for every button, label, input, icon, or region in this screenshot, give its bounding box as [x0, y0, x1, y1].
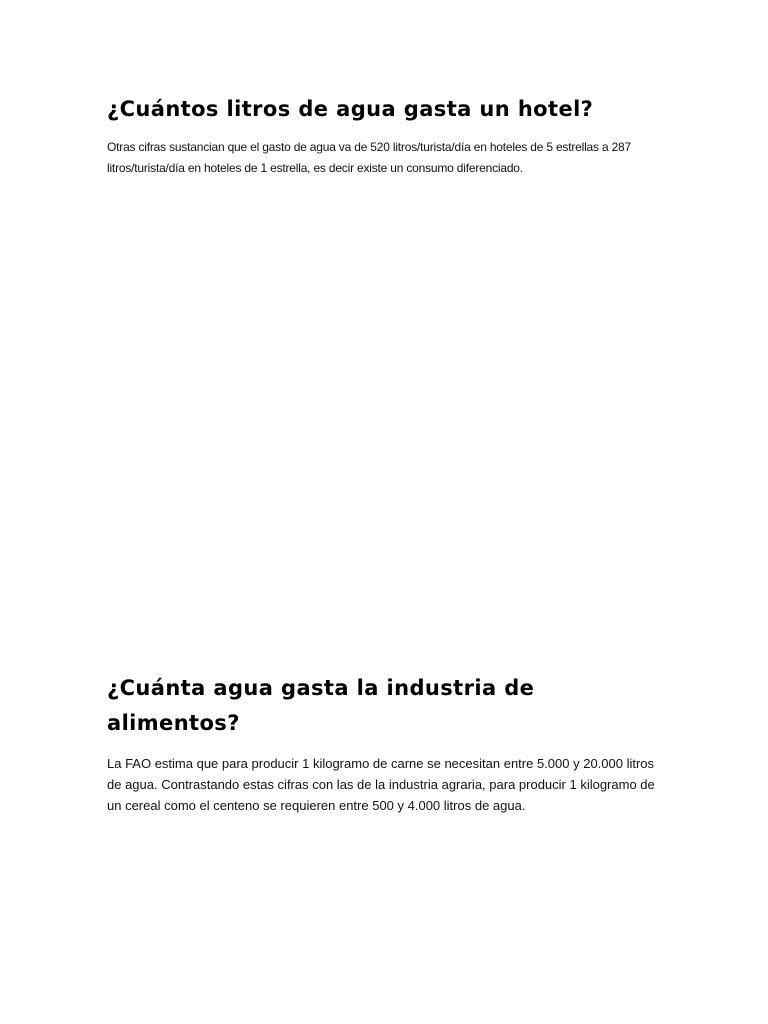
- section-heading: ¿Cuánta agua gasta la industria de alimentos?: [107, 676, 535, 735]
- section-hotel-water: [107, 92, 663, 179]
- section-paragraph: La FAO estima que para producir 1 kilogramo de carne se necesitan entre 5.000 y 20.000 litros de agua. Contrastando estas cifras con las de la industria agraria, para producir 1 kilogramo de un cereal como el centeno se requieren entre 500 y 4.000 litros de agua.: [107, 756, 655, 813]
- section-paragraph: Otras cifras sustancian que el gasto de agua va de 520 litros/turista/día en hoteles de 5 estrellas a 287 litros/turista/día en hoteles de 1 estrella, es decir existe un consumo diferenciado.: [107, 140, 631, 175]
- section-heading: ¿Cuántos litros de agua gasta un hotel?: [107, 97, 594, 121]
- section-food-industry-water: [107, 671, 663, 816]
